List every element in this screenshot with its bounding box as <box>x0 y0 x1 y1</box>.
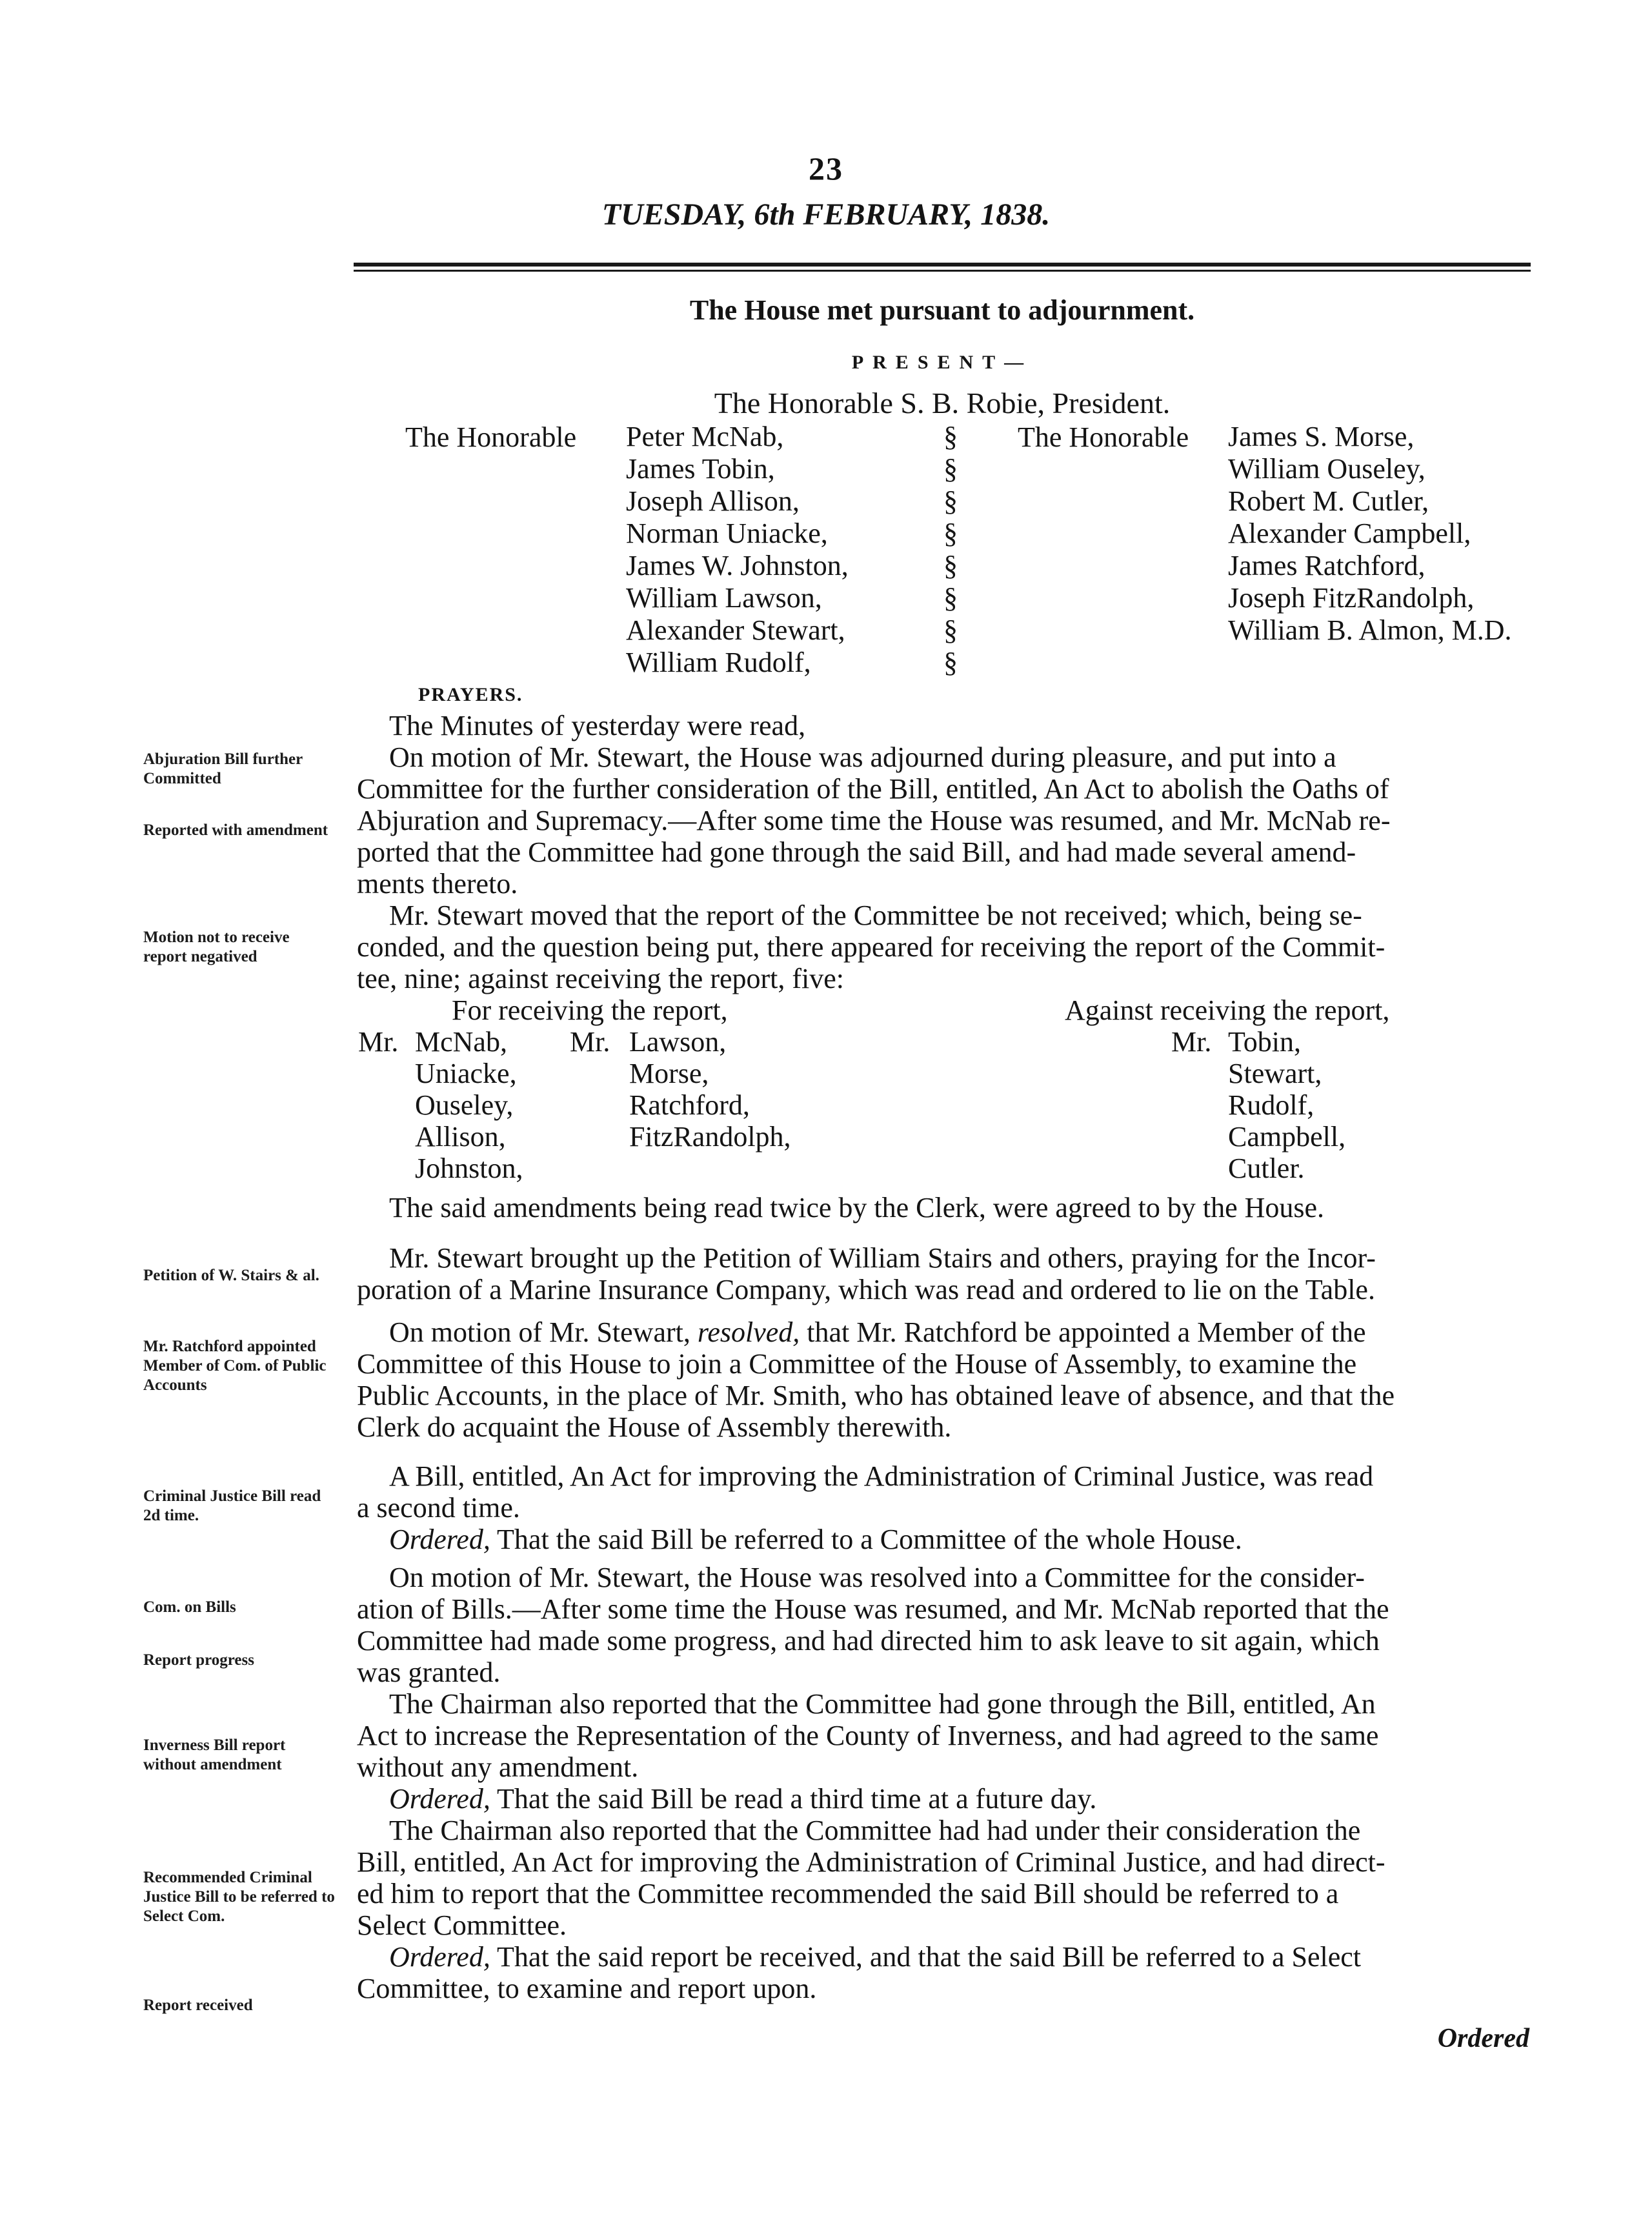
body-line: Committee for the further consideration of the Bill, entitled, An Act to abolish the Oaths of <box>357 773 1389 805</box>
body-line: Clerk do acquaint the House of Assembly therewith. <box>357 1411 952 1443</box>
vote-name: Morse, <box>629 1058 709 1089</box>
body-line: was granted. <box>357 1656 501 1688</box>
mr-label: Mr. <box>570 1026 610 1058</box>
member-name: Alexander Campbell, <box>1228 518 1471 549</box>
body-line: conded, and the question being put, there appeared for receiving the report of the Commit- <box>357 931 1385 963</box>
vote-against-column <box>1228 1026 1345 1184</box>
minutes-block <box>357 710 1538 994</box>
margin-note: Mr. Ratchford appointed Member of Com. of Public Accounts <box>143 1338 327 1394</box>
vote-name: Ratchford, <box>629 1089 750 1121</box>
body-line: On motion of Mr. Stewart, the House was resolved into a Committee for the consider- <box>389 1562 1365 1593</box>
section-mark: § <box>943 614 958 646</box>
vote-name: Stewart, <box>1228 1058 1322 1089</box>
body-line: Committee, to examine and report upon. <box>357 1973 817 2004</box>
body-line: Mr. Stewart brought up the Petition of William Stairs and others, praying for the Incor- <box>389 1242 1376 1274</box>
margin-note: Motion not to receive report negatived <box>143 929 290 965</box>
section-mark: § <box>943 518 958 549</box>
section-mark: § <box>943 647 958 678</box>
prayers-heading: PRAYERS. <box>418 684 523 705</box>
body-line <box>389 1524 1538 1555</box>
section-mark: § <box>943 421 958 452</box>
member-name: Peter McNab, <box>626 421 784 452</box>
member-name: William Ouseley, <box>1228 453 1425 485</box>
ordered-word: Ordered, <box>389 1941 490 1973</box>
vote-for-column-1 <box>415 1026 523 1184</box>
margin-note: Abjuration Bill further Committed <box>143 750 303 787</box>
vote-name: Tobin, <box>1228 1026 1302 1058</box>
body-line: ation of Bills.—After some time the House was resumed, and Mr. McNab reported that the <box>357 1593 1389 1625</box>
vote-name: Lawson, <box>629 1026 727 1058</box>
date-heading: TUESDAY, 6th FEBRUARY, 1838. <box>601 197 1051 232</box>
committee-block <box>357 1562 1538 2004</box>
vote-against-heading: Against receiving the report, <box>1065 994 1390 1026</box>
honorable-label-left: The Honorable <box>405 421 577 453</box>
member-name: James S. Morse, <box>1228 421 1415 452</box>
president-line: The Honorable S. B. Robie, President. <box>714 387 1171 419</box>
vote-name: Ouseley, <box>415 1089 514 1121</box>
ordered-word: Ordered, <box>389 1524 490 1555</box>
vote-name: Allison, <box>415 1121 506 1153</box>
member-name: Joseph FitzRandolph, <box>1228 582 1475 614</box>
margin-note: Com. on Bills <box>143 1598 236 1616</box>
body-line: Abjuration and Supremacy.—After some time the House was resumed, and Mr. McNab re- <box>357 805 1391 836</box>
honorable-label-right: The Honorable <box>1018 421 1189 453</box>
double-rule-top <box>354 263 1531 267</box>
intro-line: The House met pursuant to adjournment. <box>689 294 1195 326</box>
ordered-word: Ordered, <box>389 1783 490 1815</box>
section-mark: § <box>943 582 958 614</box>
member-name: Robert M. Cutler, <box>1228 485 1429 517</box>
present-heading: PRESENT— <box>851 352 1033 373</box>
body-line: Select Committee. <box>357 1909 567 1941</box>
vote-name: McNab, <box>415 1026 507 1058</box>
margin-note: Report progress <box>143 1651 254 1669</box>
mr-label: Mr. <box>1171 1026 1212 1058</box>
body-line: tee, nine; against receiving the report, five: <box>357 963 845 994</box>
vote-name: Cutler. <box>1228 1153 1305 1184</box>
section-mark: § <box>943 485 958 517</box>
body-line: ed him to report that the Committee recommended the said Bill should be referred to a <box>357 1878 1339 1909</box>
double-rule-bottom <box>354 270 1531 272</box>
body-line: a second time. <box>357 1492 520 1524</box>
member-name: William Rudolf, <box>626 647 811 678</box>
margin-note: Inverness Bill report without amendment <box>143 1737 286 1773</box>
ratchford-block <box>357 1316 1538 1443</box>
body-span: On motion of Mr. Stewart, <box>389 1316 698 1348</box>
member-name: Alexander Stewart, <box>626 614 845 646</box>
catchword: Ordered <box>1437 2024 1529 2053</box>
body-line <box>389 1941 1538 1973</box>
criminal-justice-block <box>357 1460 1538 1555</box>
member-name: James Ratchford, <box>1228 550 1425 581</box>
body-line: without any amendment. <box>357 1751 639 1783</box>
body-line: poration of a Marine Insurance Company, which was read and ordered to lie on the Table. <box>357 1274 1375 1305</box>
vote-for-heading: For receiving the report, <box>452 994 728 1026</box>
body-span: that Mr. Ratchford be appointed a Member of the <box>800 1316 1366 1348</box>
member-name: William Lawson, <box>626 582 822 614</box>
vote-name: Uniacke, <box>415 1058 517 1089</box>
body-line: ported that the Committee had gone through the said Bill, and had made several amend- <box>357 836 1356 868</box>
margin-note: Report received <box>143 1997 253 2014</box>
vote-for-column-2 <box>629 1026 791 1153</box>
body-line <box>389 1783 1538 1815</box>
member-name: James Tobin, <box>626 453 775 485</box>
margin-note: Petition of W. Stairs & al. <box>143 1267 319 1284</box>
section-mark-column <box>943 421 958 679</box>
vote-name: Rudolf, <box>1228 1089 1315 1121</box>
member-name: William B. Almon, M.D. <box>1228 614 1512 646</box>
vote-name: Johnston, <box>415 1153 523 1184</box>
member-name: Norman Uniacke, <box>626 518 828 549</box>
body-line: Act to increase the Representation of the County of Inverness, and had agreed to the same <box>357 1720 1379 1751</box>
body-line: Bill, entitled, An Act for improving the Administration of Criminal Justice, and had direct- <box>357 1846 1385 1878</box>
body-line: A Bill, entitled, An Act for improving the Administration of Criminal Justice, was read <box>389 1460 1374 1492</box>
body-line: Committee had made some progress, and had directed him to ask leave to sit again, which <box>357 1625 1380 1656</box>
body-line: The said amendments being read twice by the Clerk, were agreed to by the House. <box>389 1192 1325 1223</box>
body-line: Mr. Stewart moved that the report of the Committee be not received; which, being se- <box>389 900 1362 931</box>
body-span: That the said report be received, and that the said Bill be referred to a Select <box>490 1941 1362 1973</box>
member-name: Joseph Allison, <box>626 485 800 517</box>
body-line: Public Accounts, in the place of Mr. Smith, who has obtained leave of absence, and that the <box>357 1380 1395 1411</box>
section-mark: § <box>943 550 958 581</box>
vote-name: Campbell, <box>1228 1121 1346 1153</box>
body-line: ments thereto. <box>357 868 518 900</box>
body-line: Committee of this House to join a Committee of the House of Assembly, to examine the <box>357 1348 1357 1380</box>
page-number: 23 <box>809 150 843 186</box>
body-span: That the said Bill be read a third time at a future day. <box>490 1783 1097 1815</box>
margin-note: Criminal Justice Bill read 2d time. <box>143 1487 321 1524</box>
section-mark: § <box>943 453 958 485</box>
body-line: The Chairman also reported that the Committee had had under their consideration the <box>389 1815 1361 1846</box>
resolved-word: resolved, <box>697 1316 800 1348</box>
mr-label: Mr. <box>358 1026 399 1058</box>
margin-note: Reported with amendment <box>143 821 328 839</box>
member-name: James W. Johnston, <box>626 550 849 581</box>
right-members-list <box>1228 421 1511 647</box>
petition-block <box>357 1242 1538 1305</box>
body-line <box>389 1316 1538 1348</box>
body-line: The Chairman also reported that the Committee had gone through the Bill, entitled, An <box>389 1688 1376 1720</box>
body-line: The Minutes of yesterday were read, <box>389 710 806 741</box>
vote-name: FitzRandolph, <box>629 1121 791 1153</box>
body-line: On motion of Mr. Stewart, the House was adjourned during pleasure, and put into a <box>389 741 1336 773</box>
margin-note: Recommended Criminal Justice Bill to be referred to Select Com. <box>143 1869 335 1925</box>
body-span: That the said Bill be referred to a Committee of the whole House. <box>490 1524 1242 1555</box>
left-members-list <box>626 421 849 679</box>
